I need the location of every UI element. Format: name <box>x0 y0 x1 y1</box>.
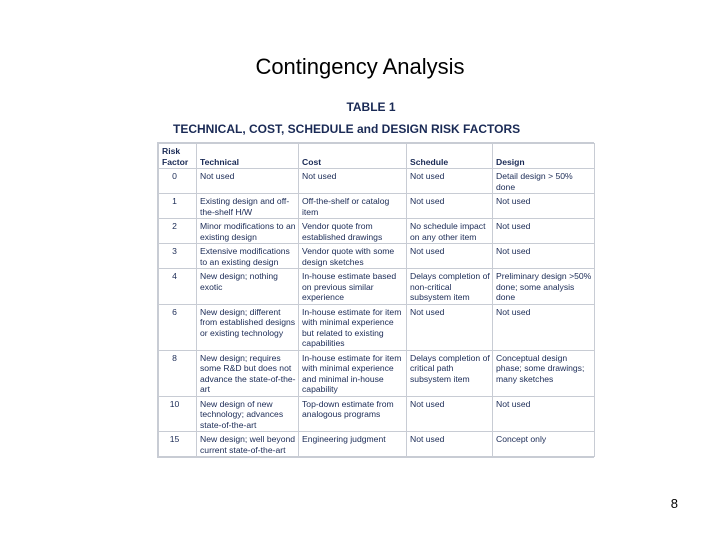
risk-factor-table <box>158 143 595 457</box>
cost-cell: Top-down estimate from analogous programs <box>299 396 407 432</box>
table-row <box>159 169 595 194</box>
table-row <box>159 194 595 219</box>
technical-cell: New design; nothing exotic <box>197 269 299 305</box>
cost-cell: Vendor quote with some design sketches <box>299 244 407 269</box>
design-cell: Not used <box>493 396 595 432</box>
table-row <box>159 432 595 457</box>
technical-cell: Minor modifications to an existing design <box>197 219 299 244</box>
table-label: TABLE 1 <box>346 100 396 114</box>
cost-cell: In-house estimate for item with minimal experience and minimal in-house capability <box>299 350 407 396</box>
header-risk-factor: Risk Factor <box>159 144 197 169</box>
design-cell: Conceptual design phase; some drawings; many sketches <box>493 350 595 396</box>
cost-cell: In-house estimate for item with minimal experience but related to existing capabilities <box>299 304 407 350</box>
slide-title: Contingency Analysis <box>255 54 465 79</box>
header-cost: Cost <box>299 144 407 169</box>
schedule-cell: Not used <box>407 169 493 194</box>
risk-table-container <box>157 142 594 458</box>
table-row <box>159 219 595 244</box>
risk-factor-cell: 6 <box>159 304 197 350</box>
schedule-cell: Not used <box>407 396 493 432</box>
schedule-cell: Not used <box>407 432 493 457</box>
header-design: Design <box>493 144 595 169</box>
table-row <box>159 396 595 432</box>
technical-cell: New design; different from established designs or existing technology <box>197 304 299 350</box>
table-figure <box>145 96 597 512</box>
technical-cell: New design; requires some R&D but does not advance the state-of-the-art <box>197 350 299 396</box>
table-row <box>159 304 595 350</box>
risk-factor-cell: 3 <box>159 244 197 269</box>
technical-cell: Extensive modifications to an existing design <box>197 244 299 269</box>
cost-cell: In-house estimate based on previous similar experience <box>299 269 407 305</box>
cost-cell: Engineering judgment <box>299 432 407 457</box>
table-row <box>159 269 595 305</box>
table-caption: TECHNICAL, COST, SCHEDULE and DESIGN RISK FACTORS <box>173 122 521 136</box>
cost-cell: Not used <box>299 169 407 194</box>
risk-factor-cell: 1 <box>159 194 197 219</box>
schedule-cell: Not used <box>407 194 493 219</box>
technical-cell: New design of new technology; advances state-of-the-art <box>197 396 299 432</box>
schedule-cell: Not used <box>407 304 493 350</box>
table-body <box>159 169 595 457</box>
design-cell: Detail design > 50% done <box>493 169 595 194</box>
risk-factor-cell: 2 <box>159 219 197 244</box>
schedule-cell: Not used <box>407 244 493 269</box>
cost-cell: Off-the-shelf or catalog item <box>299 194 407 219</box>
risk-factor-cell: 10 <box>159 396 197 432</box>
schedule-cell: Delays completion of non-critical subsystem item <box>407 269 493 305</box>
cost-cell: Vendor quote from established drawings <box>299 219 407 244</box>
header-schedule: Schedule <box>407 144 493 169</box>
header-technical: Technical <box>197 144 299 169</box>
design-cell: Not used <box>493 219 595 244</box>
risk-factor-cell: 4 <box>159 269 197 305</box>
risk-factor-cell: 0 <box>159 169 197 194</box>
design-cell: Not used <box>493 244 595 269</box>
table-row <box>159 244 595 269</box>
table-row <box>159 350 595 396</box>
schedule-cell: Delays completion of critical path subsystem item <box>407 350 493 396</box>
technical-cell: Not used <box>197 169 299 194</box>
table-header-row <box>159 144 595 169</box>
technical-cell: New design; well beyond current state-of-the-art <box>197 432 299 457</box>
risk-factor-cell: 15 <box>159 432 197 457</box>
design-cell: Not used <box>493 194 595 219</box>
design-cell: Preliminary design >50% done; some analysis done <box>493 269 595 305</box>
risk-factor-cell: 8 <box>159 350 197 396</box>
design-cell: Concept only <box>493 432 595 457</box>
design-cell: Not used <box>493 304 595 350</box>
technical-cell: Existing design and off-the-shelf H/W <box>197 194 299 219</box>
page-number: 8 <box>670 496 678 511</box>
schedule-cell: No schedule impact on any other item <box>407 219 493 244</box>
